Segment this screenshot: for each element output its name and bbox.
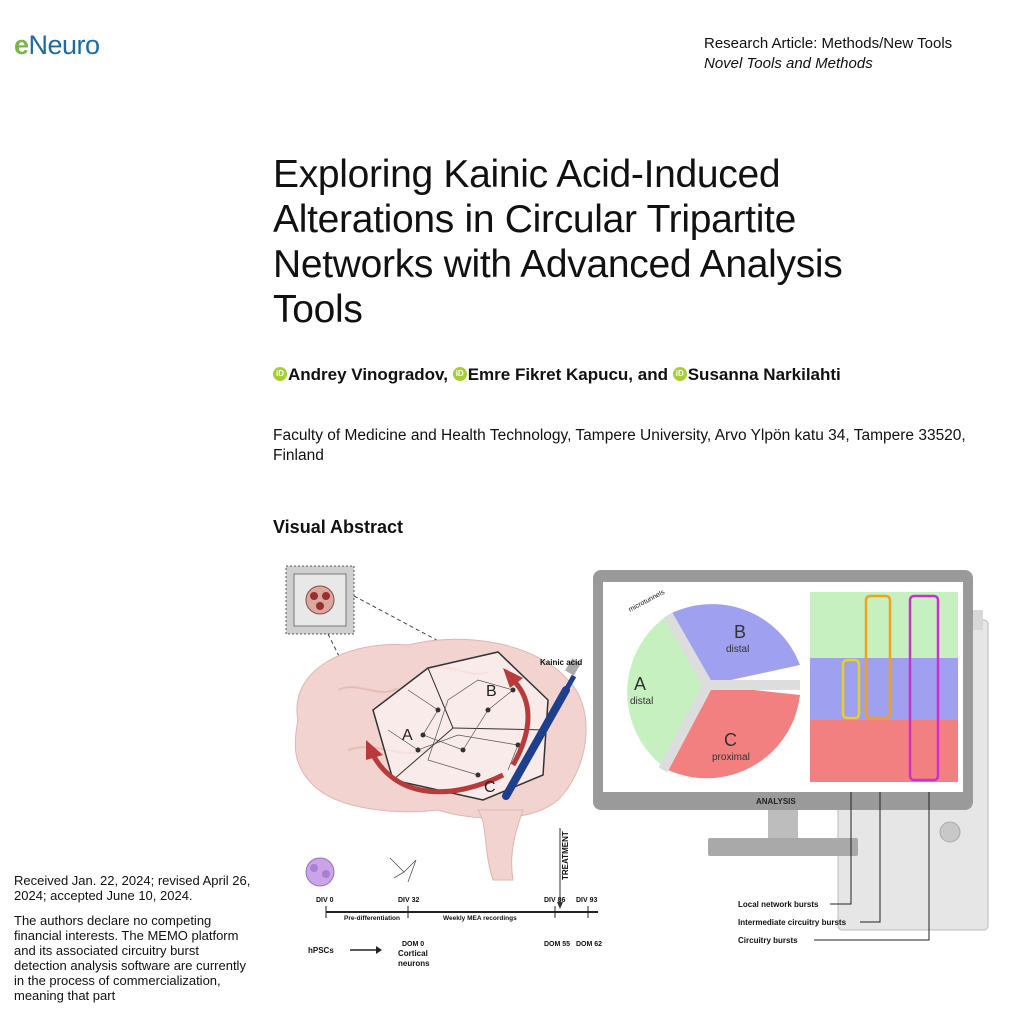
visual-abstract-heading: Visual Abstract — [273, 517, 404, 537]
orcid-icon[interactable]: iD — [673, 367, 687, 381]
neurons-label: neurons — [398, 959, 430, 968]
cortical-label: Cortical — [398, 949, 428, 958]
article-history — [14, 873, 254, 1013]
article-category — [704, 34, 1004, 74]
div93-label: DIV 93 — [576, 897, 598, 904]
orcid-icon[interactable]: iD — [273, 367, 287, 381]
intermediate-burst-label: Intermediate circuitry bursts — [738, 918, 847, 927]
orcid-icon[interactable]: iD — [453, 367, 467, 381]
article-title: Exploring Kainic Acid-Induced Alterations in Circular Tripartite Networks with Advanced Analysis Tools — [273, 153, 843, 331]
region-b-label: B — [486, 683, 497, 700]
journal-logo: eNeuro — [14, 30, 100, 60]
dom62-label: DOM 62 — [576, 941, 603, 948]
div0-label: DIV 0 — [316, 897, 334, 904]
visual-abstract-figure — [278, 560, 1008, 980]
weekly-label: Weekly MEA recordings — [443, 915, 517, 922]
burst-raster-plot — [810, 592, 958, 782]
author-list — [273, 365, 841, 385]
author-name: Emre Fikret Kapucu, and — [467, 365, 668, 384]
timeline — [306, 858, 598, 954]
analysis-label: ANALYSIS — [756, 797, 796, 806]
mea-chip-image — [286, 566, 354, 634]
local-burst-label: Local network bursts — [738, 900, 819, 909]
received-dates: Received Jan. 22, 2024; revised April 26, 2024; accepted June 10, 2024. — [14, 873, 251, 903]
pie-b-sub: distal — [726, 644, 750, 655]
div32-label: DIV 32 — [398, 897, 420, 904]
circuitry-burst-label: Circuitry bursts — [738, 936, 798, 945]
affiliation: Faculty of Medicine and Health Technology, Tampere University, Arvo Ylpön katu 34, Tampere 33520, Finland — [273, 427, 966, 464]
category-type: Research Article: Methods/New Tools — [704, 35, 953, 52]
microtunnels-label: microtunnels — [627, 588, 666, 614]
dom0-label: DOM 0 — [402, 941, 425, 948]
kainic-acid-label: Kainic acid — [540, 658, 583, 667]
div86-label: DIV 86 — [544, 897, 566, 904]
author-name: Susanna Narkilahti — [687, 365, 841, 384]
competing-interests: The authors declare no competing financial interests. The MEMO platform and its associated circuitry burst detection analysis software are currently in the process of commercialization, meaning that part — [14, 913, 246, 1003]
dom55-label: DOM 55 — [544, 941, 571, 948]
author-name: Andrey Vinogradov, — [288, 365, 448, 384]
pie-b-label: B — [734, 622, 747, 642]
prediff-label: Pre-differentiation — [344, 915, 400, 922]
pie-c-label: C — [724, 730, 737, 750]
pie-a-sub: distal — [630, 696, 654, 707]
pie-c-sub: proximal — [712, 752, 750, 763]
hpscs-label: hPSCs — [308, 946, 334, 955]
pie-a-label: A — [634, 674, 647, 694]
region-a-label: A — [402, 727, 413, 744]
treatment-label: TREATMENT — [561, 831, 570, 880]
category-subtype: Novel Tools and Methods — [704, 55, 873, 72]
region-c-label: C — [484, 779, 496, 796]
